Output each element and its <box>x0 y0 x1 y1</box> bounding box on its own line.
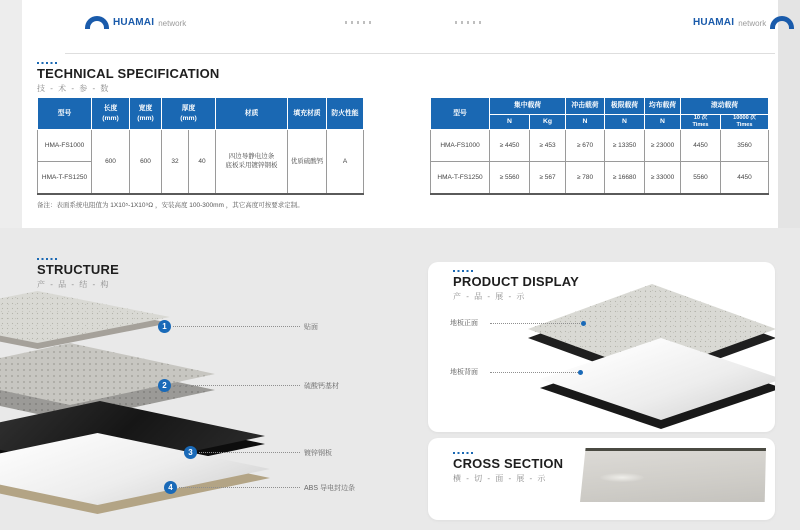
brand-arc-icon <box>85 16 109 29</box>
cell-r10000: 3560 <box>721 130 769 162</box>
th-length: 长度 (mm) <box>92 98 130 130</box>
th-uniform-load: 均布载荷 <box>645 98 681 115</box>
accent-dots-icon <box>37 62 59 64</box>
tech-spec-subtitle: 技 - 术 - 参 - 数 <box>37 84 110 93</box>
cross-section-surface-mark <box>600 473 644 482</box>
panel-front-label: 地板正面 <box>450 320 478 327</box>
layer-number-badge: 1 <box>158 320 171 333</box>
th-width: 宽度 (mm) <box>130 98 162 130</box>
cell-ultimate: ≥ 16680 <box>605 162 645 194</box>
structure-subtitle: 产 - 品 - 结 - 构 <box>37 280 110 289</box>
cross-section-card <box>428 438 775 520</box>
cell-impact: ≥ 780 <box>566 162 605 194</box>
th-unit-kg: Kg <box>530 115 566 130</box>
th-unit-10000times: 10000 次 Times <box>721 115 769 130</box>
cell-model: HMA-T-FS1250 <box>431 162 490 194</box>
th-unit-n: N <box>490 115 530 130</box>
th-filler: 填充材质 <box>288 98 327 130</box>
cell-material: 四边导静电边条 底板采用镀锌钢板 <box>216 130 288 194</box>
pointer-dot-icon <box>578 370 583 375</box>
accent-dots-icon <box>453 270 475 272</box>
cross-section-photo <box>580 448 766 502</box>
panel-back-label: 地板背面 <box>450 369 478 376</box>
section-cross-section-title <box>453 452 563 484</box>
layer-number-badge: 2 <box>158 379 171 392</box>
leader-line <box>199 452 300 453</box>
table-row <box>38 130 364 162</box>
th-unit-n: N <box>566 115 605 130</box>
th-ultimate-load: 极限载荷 <box>605 98 645 115</box>
th-unit-n: N <box>605 115 645 130</box>
layer-label: 硫酸钙基材 <box>304 383 339 390</box>
brand-logo-right <box>693 16 794 29</box>
cell-model: HMA-FS1000 <box>431 130 490 162</box>
layer-label: 贴面 <box>304 324 318 331</box>
th-unit-n: N <box>645 115 681 130</box>
th-thickness: 厚度 (mm) <box>162 98 216 130</box>
product-display-title: PRODUCT DISPLAY <box>453 274 580 289</box>
th-concentrated-load: 集中载荷 <box>490 98 566 115</box>
page-edge-left <box>0 0 22 228</box>
th-fire: 防火性能 <box>327 98 364 130</box>
accent-dots-icon <box>453 452 475 454</box>
floor-panel-back <box>540 338 775 430</box>
cell-con-n: ≥ 4450 <box>490 130 530 162</box>
brand-arc-icon <box>770 16 794 29</box>
tech-spec-title: TECHNICAL SPECIFICATION <box>37 66 220 81</box>
brand-suffix: network <box>158 19 187 28</box>
th-model: 型号 <box>431 98 490 130</box>
layer-number-badge: 4 <box>164 481 177 494</box>
layer-abs-edge <box>0 433 270 515</box>
cell-ultimate: ≥ 13350 <box>605 130 645 162</box>
footnote: 备注：表面系统电阻值为 1X10⁵-1X10⁹Ω ，安装高度 100-300mm ，其它高度可按要求定制。 <box>37 202 304 209</box>
leader-line <box>490 323 580 324</box>
cell-width: 600 <box>130 130 162 194</box>
table-row <box>431 162 769 194</box>
table-row <box>431 130 769 162</box>
cross-section-title: CROSS SECTION <box>453 456 564 471</box>
cell-impact: ≥ 670 <box>566 130 605 162</box>
layer-label: ABS 导电封边条 <box>304 485 355 492</box>
product-display-subtitle: 产 - 品 - 展 - 示 <box>453 292 526 301</box>
th-model: 型号 <box>38 98 92 130</box>
layer-veneer <box>0 291 170 349</box>
cell-model: HMA-T-FS1250 <box>38 162 92 194</box>
header-dots-left <box>345 21 373 24</box>
pointer-dot-icon <box>581 321 586 326</box>
cell-fire: A <box>327 130 364 194</box>
cell-thickness-a: 32 <box>162 130 189 194</box>
th-material: 材质 <box>216 98 288 130</box>
leader-line <box>179 487 300 488</box>
brand-name: HUAMAI <box>693 17 735 28</box>
leader-line <box>173 385 300 386</box>
brand-logo-left <box>85 16 186 29</box>
cell-r10: 4450 <box>681 130 721 162</box>
cell-filler: 优质硫酸钙 <box>288 130 327 194</box>
cell-r10: 5560 <box>681 162 721 194</box>
structure-title: STRUCTURE <box>37 262 119 277</box>
load-table <box>430 97 769 195</box>
section-tech-spec-title <box>37 62 220 94</box>
header-dots-right <box>455 21 483 24</box>
leader-line <box>173 326 300 327</box>
cell-con-kg: ≥ 567 <box>530 162 566 194</box>
cross-section-subtitle: 横 - 切 - 面 - 展 - 示 <box>453 474 547 483</box>
brand-suffix: network <box>738 19 767 28</box>
cell-thickness-b: 40 <box>189 130 216 194</box>
cell-uniform: ≥ 23000 <box>645 130 681 162</box>
page-edge-right <box>778 0 800 228</box>
layer-number-badge: 3 <box>184 446 197 459</box>
th-rolling-load: 滚动载荷 <box>681 98 769 115</box>
leader-line <box>490 372 578 373</box>
accent-dots-icon <box>37 258 59 260</box>
th-impact-load: 冲击载荷 <box>566 98 605 115</box>
cell-model: HMA-FS1000 <box>38 130 92 162</box>
th-unit-10times: 10 次 Times <box>681 115 721 130</box>
layer-label: 镀锌钢板 <box>304 450 332 457</box>
cell-r10000: 4450 <box>721 162 769 194</box>
structure-diagram <box>0 285 420 530</box>
dimension-table <box>37 97 364 195</box>
product-display-card <box>428 262 775 432</box>
cell-con-kg: ≥ 453 <box>530 130 566 162</box>
cell-con-n: ≥ 5560 <box>490 162 530 194</box>
header-divider <box>65 53 775 54</box>
cell-length: 600 <box>92 130 130 194</box>
brand-name: HUAMAI <box>113 17 155 28</box>
cell-uniform: ≥ 33000 <box>645 162 681 194</box>
